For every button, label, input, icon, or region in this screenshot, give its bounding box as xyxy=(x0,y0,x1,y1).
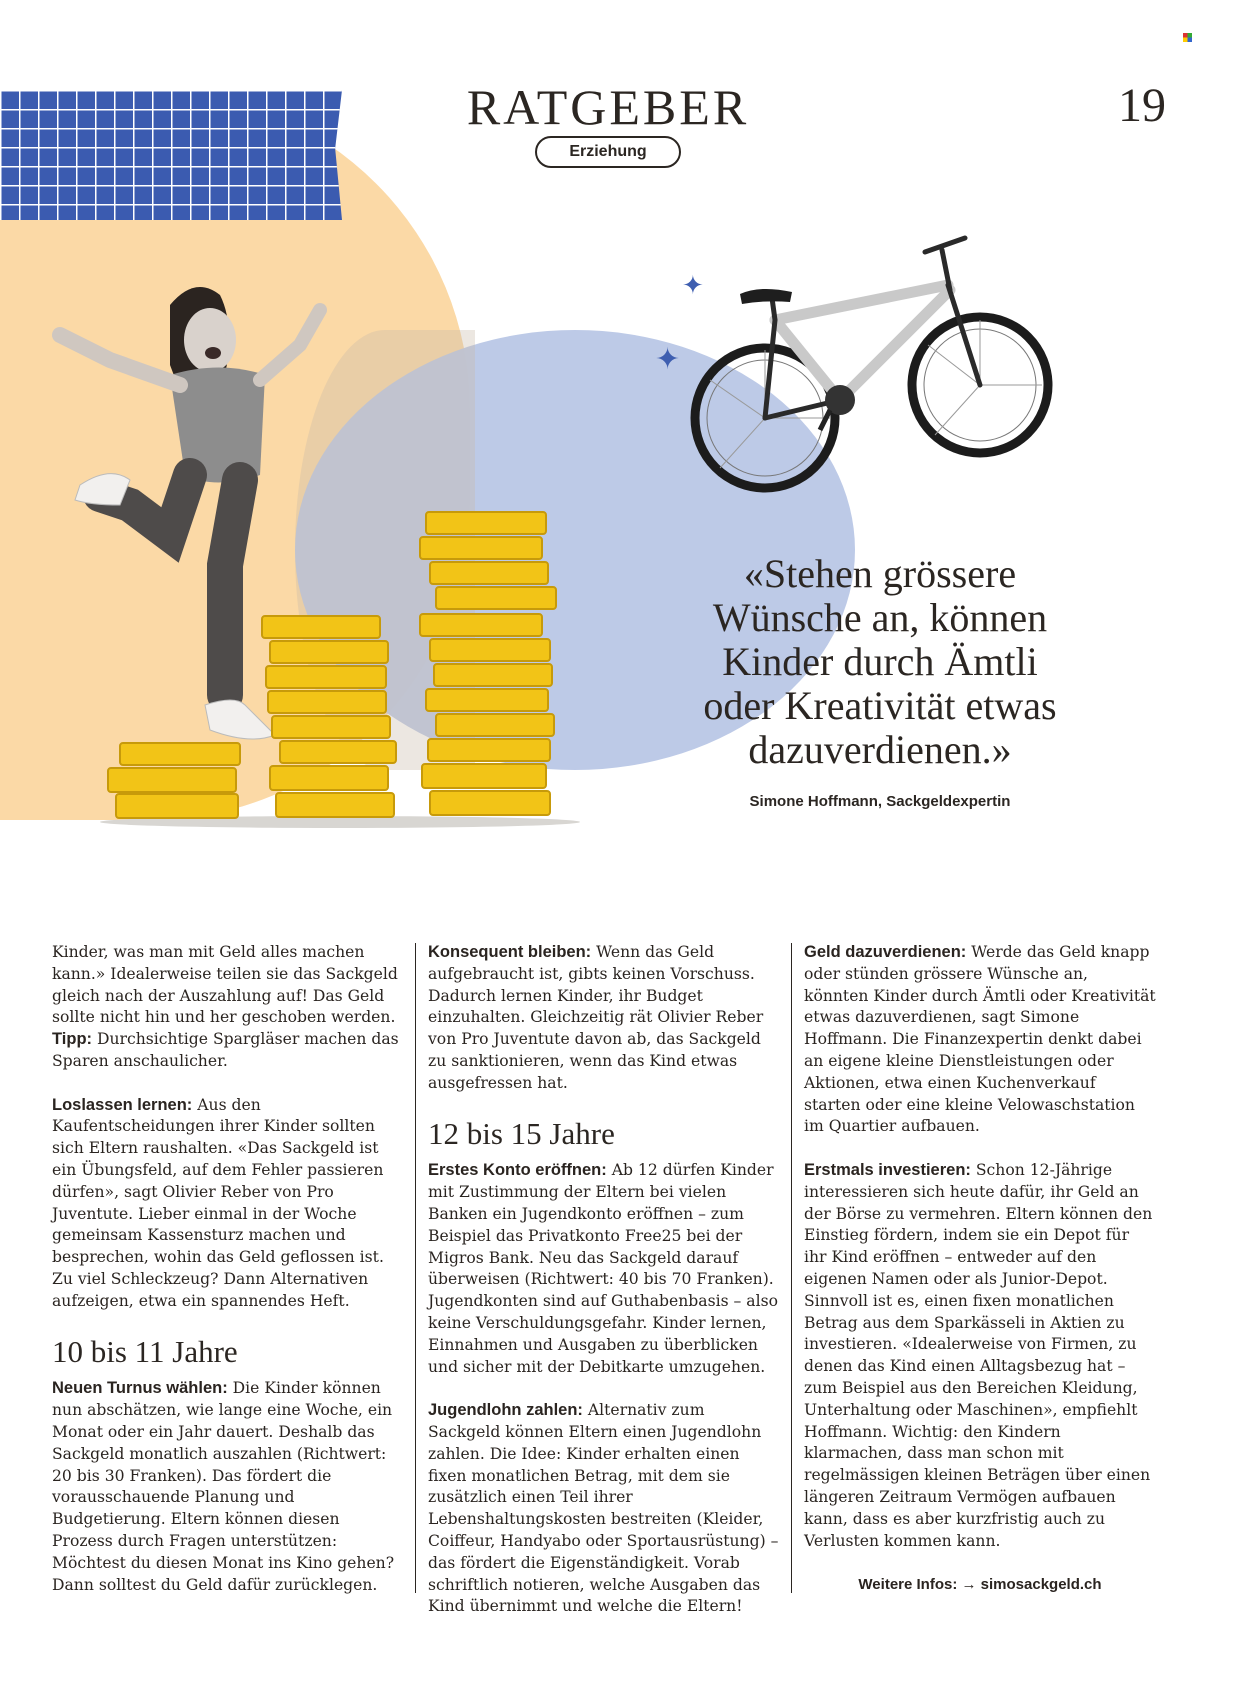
paragraph-text: Werde das Geld knapp oder stünden grössere Wünsche an, könnten Kinder durch Ämtli oder Kreativität etwas dazuverdienen, sagt Simone Hoffmann. Die Finanzexpertin denkt dabei an eigene kleine Dienstleistungen oder Aktionen, etwa einen Kuchenverkauf starten oder eine kleine Velowaschstation im Quartier aufbauen. xyxy=(804,943,1156,1136)
more-info-label: Weitere Infos: xyxy=(858,1576,958,1594)
paragraph-lead: Erstes Konto eröffnen: xyxy=(428,1161,607,1180)
coin-stacks-image xyxy=(90,510,590,830)
paragraph-text: Ab 12 dürfen Kinder mit Zustimmung der Eltern bei vielen Banken ein Jugendkonto eröffnen – zum Beispiel das Privatkonto Free25 bei der Migros Bank. Neu das Sackgeld darauf überweisen (Richtwert: 40 bis 70 Franken). Jugendkonten sind auf Guthabenbasis – also keine Verschuldungsgefahr. Kinder lernen, Einnahmen und Ausgaben zu überblicken und sicher mit der Debitkarte umzugehen. xyxy=(428,1161,778,1376)
article-column-2 xyxy=(428,942,780,1640)
paragraph-lead: Erstmals investieren: xyxy=(804,1160,971,1179)
paragraph-lead: Konsequent bleiben: xyxy=(428,943,592,961)
paragraph-text: Durchsichtige Spargläser machen das Sparen anschaulicher. xyxy=(52,1030,399,1070)
sparkle-icon: ✦ xyxy=(682,271,704,301)
paragraph-text: Aus den Kaufentscheidungen ihrer Kinder sollten sich Eltern raushalten. «Das Sackgeld ist ein Übungsfeld, auf dem Fehler passieren dürfen», sagt Olivier Reber von Pro Juventute. Lieber einmal in der Woche gemeinsam Kassensturz machen und besprechen, wohin das Geld geflossen ist. Zu viel Schleckzeug? Dann Alternativen aufzeigen, etwa ein spannendes Heft. xyxy=(52,1095,384,1310)
paragraph-text: Die Kinder können nun abschätzen, wie lange eine Woche, ein Monat oder ein Jahr dauert. Deshalb das Sackgeld monatlich auszahlen (Richtwert: 20 bis 30 Franken). Das fördert die vorausschauende Planung und Budgetierung. Eltern können diesen Prozess durch Fragen unterstützen: Möchtest du diesen Monat ins Kino gehen? Dann solltest du Geld dafür zurücklegen. xyxy=(52,1379,395,1594)
paragraph-lead: Tipp: xyxy=(52,1030,93,1049)
article-column-3 xyxy=(804,942,1156,1596)
category-tag: Erziehung xyxy=(535,136,681,168)
website-link[interactable]: simosackgeld.ch xyxy=(980,1576,1102,1594)
paragraph-lead: Jugendlohn zahlen: xyxy=(428,1401,583,1420)
paragraph-lead: Neuen Turnus wählen: xyxy=(52,1379,228,1398)
paragraph xyxy=(428,1400,780,1618)
bicycle-image xyxy=(680,230,1060,520)
section-title: RATGEBER xyxy=(466,79,750,135)
quote-attribution: Simone Hoffmann, Sackgeldexpertin xyxy=(749,793,1011,810)
paragraph-text: Wenn das Geld aufgebraucht ist, gibts keinen Vorschuss. Dadurch lernen Kinder, ihr Budget einzuhalten. Gleichzeitig rät Olivier Reber von Pro Juventute davon ab, das Sackgeld zu sanktionieren, wenn das Kind etwas ausgefressen hat. xyxy=(428,943,764,1092)
paragraph xyxy=(428,942,780,1095)
sparkle-icon: ✦ xyxy=(655,342,681,377)
paragraph xyxy=(52,942,404,1073)
column-divider xyxy=(415,943,416,1593)
quote-line: Kinder durch Ämtli xyxy=(722,639,1038,684)
paragraph xyxy=(804,942,1156,1138)
paragraph-text: Schon 12-Jährige interessieren sich heute dafür, ihr Geld an der Börse zu vermehren. Eltern können den Einstieg fördern, indem sie ein Depot für ihr Kind eröffnen – entweder auf den eigenen Namen oder als Junior-Depot. Sinnvoll ist es, einen fixen monatlichen Betrag aus dem Sparkässeli in Aktien zu investieren. «Idealerweise von Firmen, zu denen das Kind einen Alltagsbezug hat – zum Beispiel aus den Bereichen Kleidung, Unterhaltung oder Maschinen», empfiehlt Hoffmann. Wichtig: den Kindern klarmachen, dass man schon mit regelmässigen kleinen Beträgen über einen längeren Zeitraum Vermögen aufbauen kann, dass es aber kurzfristig auch zu Verlusten kommen kann. xyxy=(804,1160,1153,1550)
quote-line: oder Kreativität etwas xyxy=(703,683,1057,728)
section-heading: 10 bis 11 Jahre xyxy=(52,1334,238,1370)
paragraph xyxy=(428,1160,780,1378)
paragraph-lead: Geld dazuverdienen: xyxy=(804,943,967,961)
paragraph-lead: Loslassen lernen: xyxy=(52,1095,193,1114)
article-column-1 xyxy=(52,942,404,1618)
more-info xyxy=(804,1574,1156,1596)
paragraph xyxy=(52,1378,404,1596)
paragraph-text: Alternativ zum Sackgeld können Eltern einen Jugendlohn zahlen. Die Idee: Kinder erhalten einen fixen monatlichen Betrag, mit dem sie zusätzlich einen Teil ihrer Lebenshaltungskosten bestreiten (Kleider, Coiffeur, Handyabo oder Sportausrüstung) – das fördert die Eigenständigkeit. Vorab schriftlich notieren, welche Ausgaben das Kind übernimmt und welche die Eltern! xyxy=(428,1401,779,1616)
section-heading: 12 bis 15 Jahre xyxy=(428,1116,615,1152)
paragraph-text: Kinder, was man mit Geld alles machen kann.» Idealerweise teilen sie das Sackgeld gleich nach der Auszahlung auf! Das Geld sollte nicht hin und her geschoben werden. xyxy=(52,943,398,1027)
quote-line: dazuverdienen.» xyxy=(748,727,1012,772)
column-divider xyxy=(791,943,792,1593)
quote-line: «Stehen grössere xyxy=(743,551,1017,596)
corner-color-mark xyxy=(1183,33,1192,42)
quote-line: Wünsche an, können xyxy=(712,595,1048,640)
arrow-right-icon: → xyxy=(961,1576,977,1594)
paragraph xyxy=(52,1095,404,1313)
paragraph xyxy=(804,1160,1156,1552)
pull-quote xyxy=(680,552,1080,772)
page-number: 19 xyxy=(1118,79,1166,132)
